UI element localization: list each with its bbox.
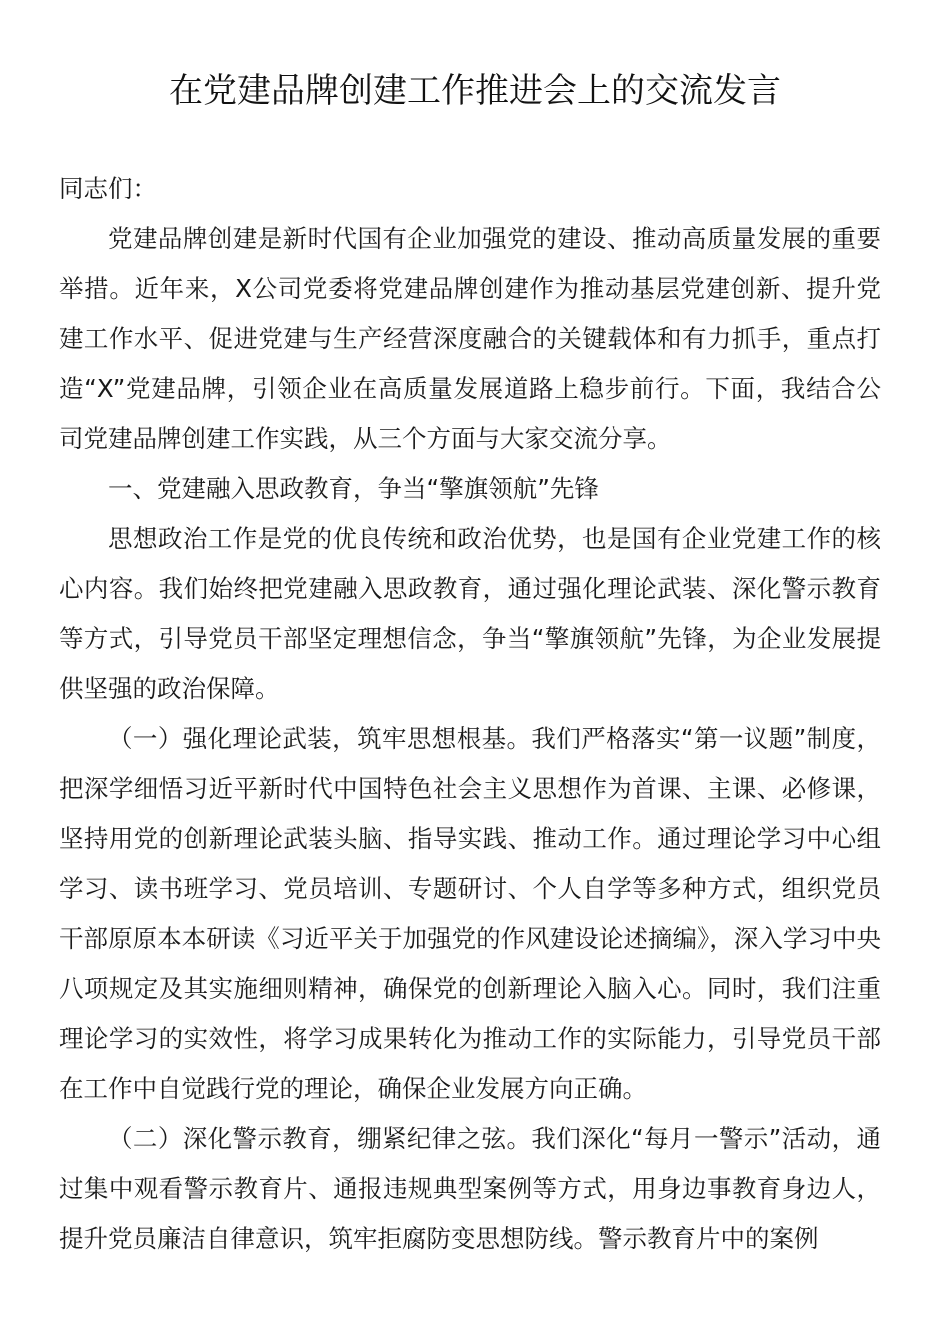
paragraph-intro: 党建品牌创建是新时代国有企业加强党的建设、推动高质量发展的重要举措。近年来，X公司党委将党建品牌创建作为推动基层党建创新、提升党建工作水平、促进党建与生产经营深度融合的关键载体和有力抓手，重点打造“X”党建品牌，引领企业在高质量发展道路上稳步前行。下面，我结合公司党建品牌创建工作实践，从三个方面与大家交流分享。 (59, 224, 881, 453)
document-title: 在党建品牌创建工作推进会上的交流发言 (169, 71, 781, 111)
paragraph-subsection-2: （二）深化警示教育，绷紧纪律之弦。我们深化“每月一警示”活动，通过集中观看警示教育片、通报违规典型案例等方式，用身边事教育身边人，提升党员廉洁自律意识，筑牢拒腐防变思想防线。警示教育片中的案例 (59, 1124, 881, 1253)
section-heading-1: 一、党建融入思政教育，争当“擎旗领航”先锋 (108, 474, 599, 503)
paragraph-subsection-1: （一）强化理论武装，筑牢思想根基。我们严格落实“第一议题”制度，把深学细悟习近平新时代中国特色社会主义思想作为首课、主课、必修课，坚持用党的创新理论武装头脑、指导实践、推动工作。通过理论学习中心组学习、读书班学习、党员培训、专题研讨、个人自学等多种方式，组织党员干部原原本本研读《习近平关于加强党的作风建设论述摘编》，深入学习中央八项规定及其实施细则精神，确保党的创新理论入脑入心。同时，我们注重理论学习的实效性，将学习成果转化为推动工作的实际能力，引导党员干部在工作中自觉践行党的理论，确保企业发展方向正确。 (59, 724, 881, 1103)
paragraph-section-1: 思想政治工作是党的优良传统和政治优势，也是国有企业党建工作的核心内容。我们始终把党建融入思政教育，通过强化理论武装、深化警示教育等方式，引导党员干部坚定理想信念，争当“擎旗领航”先锋，为企业发展提供坚强的政治保障。 (59, 524, 881, 703)
document-body (59, 164, 881, 1264)
greeting: 同志们： (59, 174, 157, 203)
